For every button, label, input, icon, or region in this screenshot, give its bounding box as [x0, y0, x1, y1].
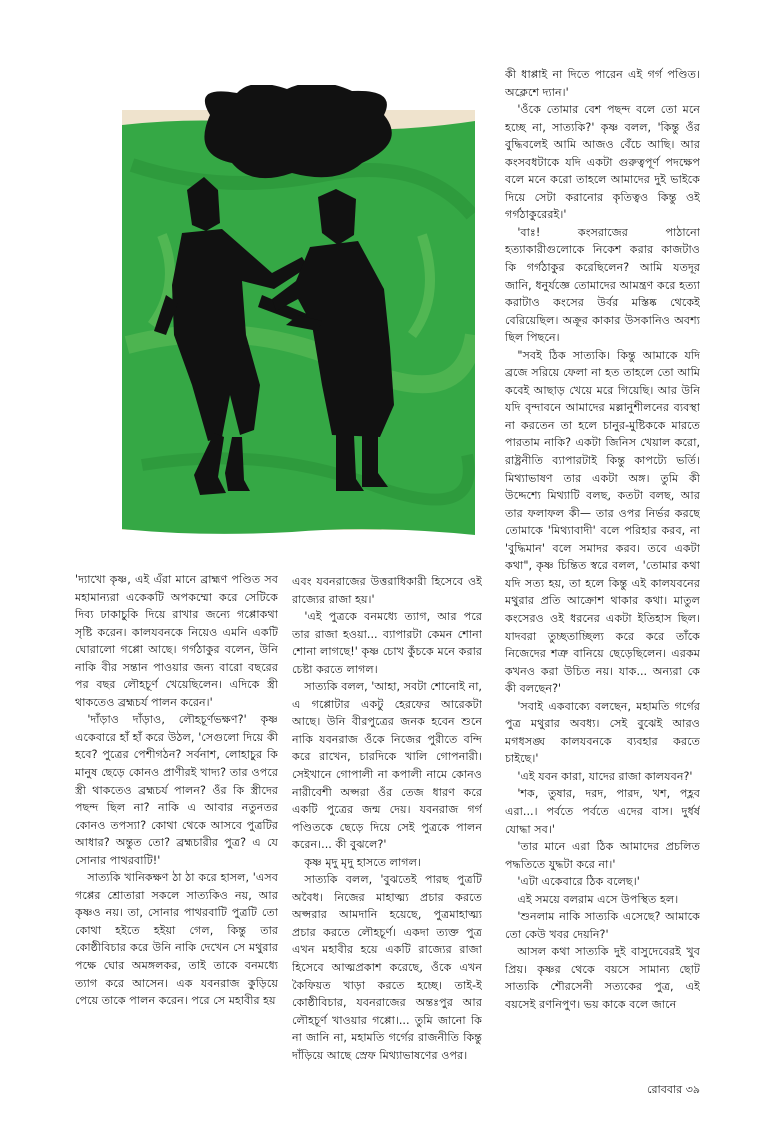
two-silhouette-figures-icon — [122, 85, 475, 535]
paragraph: কী ধাপ্পাই না দিতে পারেন এই গর্গ পণ্ডিত। অক্লেশে দ্যান।' — [505, 68, 700, 99]
paragraph: আসল কথা সাত্যকি দুই বাসুদেবেরই খুব প্রিয়। কৃষ্ণর থেকে বয়সে সামান্য ছোট সাত্যকি শৌরসেনী সত্যকের পুত্র, এই বয়সেই রণনিপুণ। ভয় কাকে বলে জানে — [505, 945, 700, 1011]
paragraph: 'শক, তুষার, দরদ, পারদ, খশ, পহ্লব এরা...। পর্বতে পর্বতে এদের বাস। দুর্ধর্ষ যোদ্ধা সব।' — [505, 787, 700, 836]
paragraph: 'তার মানে এরা ঠিক আমাদের প্রচলিত পদ্ধতিতে যুদ্ধটা করে না।' — [505, 840, 700, 871]
page-footer: রোববার ৩৯ — [647, 1083, 700, 1096]
paragraph: 'দাঁড়াও দাঁড়াও, লৌহচূর্ণভক্ষণ?' কৃষ্ণ একেবারে হাঁ হাঁ করে উঠল, 'সেগুলো দিয়ে কী হবে? পুত্রের পেশীগঠন? সর্বনাশ, লোহাচুর কি মানুষ ছেড়ে কোনও প্রাণীরই খাদ্য? তার ওপরে স্ত্রী থাকতেও ব্রহ্মচর্য পালন? ওঁর কি স্ত্রীদের পছন্দ ছিল না? নাকি এ আবার নতুনতর কোনও তপস্যা? কোথা থেকে আসবে পুত্রটির আধার? অন্তুত তো? ব্রহ্মচারীর পুত্র? এ যে সোনার পাথরবাটি!' — [75, 713, 278, 867]
paragraph: 'বাঃ! কংসরাজের পাঠানো হত্যাকারীগুলোকে নিকেশ করার কাজটাও কি গর্গঠাকুর করেছিলেন? আমি যতদূর জানি, ধনুর্যজ্ঞে তোমাদের আমন্ত্রণ করে হত্যা করাটাও কংসের উর্বর মস্তিষ্ক থেকেই বেরিয়েছিল। অক্রূর কাকার উসকানিও অবশ্য ছিল পিছনে। — [505, 225, 700, 345]
paragraph: এই সময়ে বলরাম এসে উপস্থিত হল। — [517, 892, 679, 906]
text-column-2 — [292, 573, 482, 1073]
paragraph: 'এটা একেবারে ঠিক বলেছ।' — [517, 875, 640, 889]
paragraph: কৃষ্ণ মৃদু মৃদু হাসতে লাগল। — [304, 855, 421, 869]
paragraph: 'ওঁকে তোমার বেশ পছন্দ বলে তো মনে হচ্ছে না, সাত্যকি?' কৃষ্ণ বলল, 'কিন্তু ওঁর বুদ্ধিবলেই আমি আজও বেঁচে আছি। আর কংসবধটাকে যদি একটা গুরুত্বপূর্ণ পদক্ষেপ বলে মনে করো তাহলে আমাদের দুই ভাইকে দিয়ে সেটা করানোর কৃতিত্বও কিন্তু ওই গর্গঠাকুরেরই।' — [505, 103, 700, 222]
paragraph: 'শুনলাম নাকি সাত্যকি এসেছে? আমাকে তো কেউ খবর দেয়নি?' — [505, 910, 700, 941]
story-illustration — [122, 85, 475, 535]
paragraph: 'সবাই একবাক্যে বলছেন, মহামতি গর্গের পুত্র মথুরার অবধ্য। সেই বুঝেই আরও মগধসঙ্ঘ কালযবনকে ব্যবহার করতে চাইছে।' — [505, 699, 700, 766]
paragraph: সাত্যকি বলল, 'বুঝতেই পারছ পুত্রটি অবৈধ। নিজের মাহাত্ম্য প্রচার করতে অপ্সরার আমদানি হয়েছে, পুত্রমাহাত্ম্য প্রচার করতে লৌহচূর্ণ। একদা ত্যক্ত পুত্র এখন মহাবীর হয়ে একটি রাজ্যের রাজা হিসেবে আত্মপ্রকাশ করেছে, ওঁকে এখন কৈফিয়ত খাড়া করতে হচ্ছে। তাই-ই কোষ্ঠীবিচার, যবনরাজের অন্তঃপুর আর লৌহচূর্ণ খাওয়ার গপ্পো।... তুমি জানো কি না জানি না, মহামতি গর্গের রাজনীতি কিন্তু দাঁড়িয়ে আছে স্রেফ মিথ্যাভাষণের ওপর। — [292, 873, 482, 1062]
text-column-3 — [505, 66, 700, 1071]
paragraph: "সবই ঠিক সাত্যকি। কিন্তু আমাকে যদি ব্রজে সরিয়ে ফেলা না হত তাহলে তো আমি কবেই আছাড় খেয়ে মরে গিয়েছি। আর উনি যদি বৃন্দাবনে আমাদের মল্লানুশীলনের ব্যবস্থা না করতেন তা হলে চানুর-মুষ্টিককে মারতে পারতাম নাকি? একটা জিনিস খেয়াল করো, রাষ্ট্রনীতি ব্যাপারটাই কিন্তু কাপট্যে ভর্তি। মিথ্যাভাষণ তার একটা অঙ্গ। তুমি কী উদ্দেশ্যে মিথ্যাটি বলছ, কতটা বলছ, আর তার ফলাফল কী— তার ওপর নির্ভর করছে তোমাকে 'মিথ্যাবাদী' বলে পরিহার করব, না 'বুদ্ধিমান' বলে সমাদর করব। তবে একটা কথা", কৃষ্ণ চিন্তিত স্বরে বলল, 'তোমার কথা যদি সত্য হয়, তা হলে কিন্তু এই কালযবনের মথুরার প্রতি আক্রোশ থাকার কথা। মাতুল কংসেরও ওই ধরনের একটা ইতিহাস ছিল। যাদবরা তুচ্ছতাচ্ছিল্য করে করে তাঁকে নিজেদের শত্রু বানিয়ে ছেড়েছিলেন। এরকম কখনও করা উচিত নয়। যাক... অন্যরা কে কী বলছেন?' — [505, 348, 700, 696]
paragraph: 'এই পুত্রকে বনমধ্যে ত্যাগ, আর পরে তার রাজা হওয়া... ব্যাপারটা কেমন শোনা শোনা লাগছে!' কৃষ্ণ চোখ কুঁচকে মনে করার চেষ্টা করতে লাগল। — [292, 610, 482, 676]
paragraph: সাত্যকি বলল, 'আহা, সবটা শোনোই না, এ গপ্পোটার একটু হেরফের আরেকটা আছে। উনি বীরপুত্রের জনক হবেন শুনে নাকি যবনরাজ ওঁকে নিজের পুরীতে বন্দি করে রাখেন, চারদিকে খালি গোপনারী। সেইখানে গোপালী না কপালী নামে কোনও নারীবেশী অপ্সরা ওঁর তেজ ধারণ করে একটি পুত্রের জন্ম দেয়। যবনরাজ গর্গ পণ্ডিতকে ছেড়ে দিয়ে সেই পুত্রকে পালন করেন।... কী বুঝলে?' — [292, 680, 482, 852]
paragraph: এবং যবনরাজের উত্তরাধিকারী হিসেবে ওই রাজ্যের রাজা হয়।' — [292, 575, 482, 606]
paragraph: 'এই যবন কারা, যাদের রাজা কালযবন?' — [517, 769, 693, 783]
text-column-1 — [75, 571, 278, 1071]
paragraph: 'দ্যাখো কৃষ্ণ, এই এঁরা মানে ব্রাহ্মণ পণ্ডিত সব মহামান্যরা একেকটি অপকম্মো করে সেটিকে দিব্য ঢাকাচুকি দিয়ে রাখার জন্যে গপ্পোকথা সৃষ্টি করেন। কালযবনকে নিয়েও এমনি একটি ঘোরালো গপ্পো আছে। গর্গঠাকুর বলেন, উনি নাকি বীর সন্তান পাওয়ার জন্য বারো বছরের পর বছর লৌহচূর্ণ খেয়েছিলেন। এদিকে স্ত্রী থাকতেও ব্রহ্মচর্য পালন করেন।' — [75, 573, 278, 709]
paragraph: সাত্যকি খানিকক্ষণ ঠা ঠা করে হাসল, 'এসব গপ্পের শ্রোতারা সকলে সাত্যকিও নয়, আর কৃষ্ণও নয়। তা, সোনার পাথরবাটি পুত্রটি তো কোথা হইতে হইয়া গেল, কিন্তু তার কোষ্ঠীবিচার করে উনি নাকি দেখেন সে মথুরার পক্ষে ঘোর অমঙ্গলকর, তাই তাকে বনমধ্যে ত্যাগ করে আসেন। এক যবনরাজ কুড়িয়ে পেয়ে তাকে পালন করেন। পরে সে মহাবীর হয় — [75, 871, 278, 1008]
